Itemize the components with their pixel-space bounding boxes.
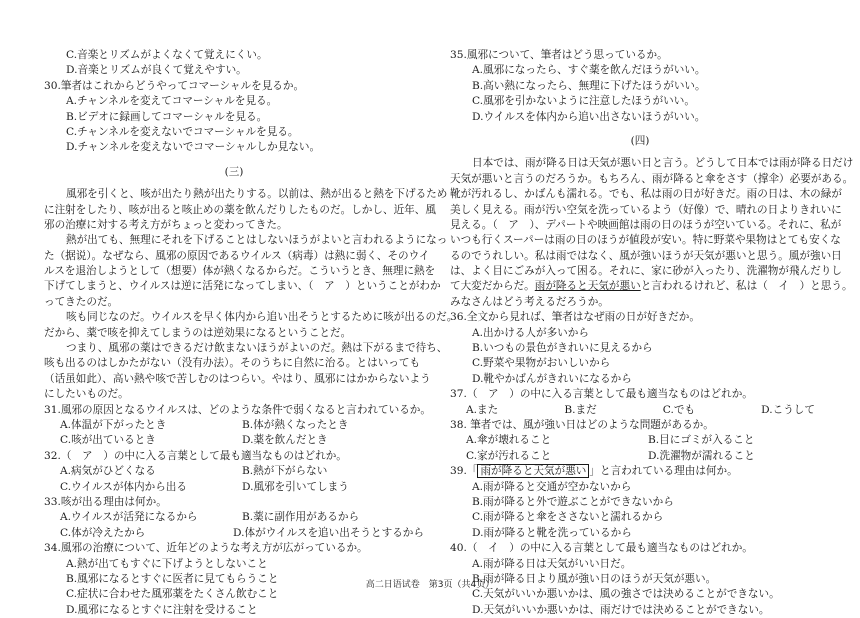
q37-option-d: D.こうして bbox=[761, 403, 815, 416]
q39-option-a: A.雨が降ると交通が空かないから bbox=[472, 480, 632, 493]
q29-option-c: C.音楽とリズムがよくなくて覚えにくい。 bbox=[66, 49, 268, 61]
q36-option-a: A.出かける人が多いから bbox=[472, 326, 589, 339]
q33-option-d: D.体がウイルスを追い出そうとするから bbox=[233, 526, 424, 539]
right-column bbox=[450, 48, 854, 618]
passage-line bbox=[450, 279, 853, 294]
q38-option-b: B.目にゴミが入ること bbox=[648, 434, 755, 447]
q30-option-a: A.チャンネルを変えてコマーシャルを見る。 bbox=[66, 95, 278, 108]
q29-option-d: D.音楽とリズムが良くて覚えやすい。 bbox=[66, 64, 247, 77]
page-footer: 高二日语试卷 第3页（共4页） bbox=[365, 580, 495, 590]
section-heading-4: (四) bbox=[630, 134, 650, 147]
q30-option-d: D.チャンネルを変えないでコマーシャルしか見ない。 bbox=[66, 141, 321, 154]
q39-suffix: 」と言われている理由は何か。 bbox=[589, 465, 738, 478]
passage-line: 咳も同じなのだ。ウイルスを早く体内から追い出そうとするために咳が出るのだ。 bbox=[66, 311, 458, 324]
q34-stem: 34.風邪の治療について、近年どのような考え方が広がっているか。 bbox=[44, 542, 368, 555]
q30-option-c: C.チャンネルを変えないでコマーシャルを見る。 bbox=[66, 125, 299, 138]
passage-line: 風邪を引くと、咳が出たり熱が出たりする。以前は、熱が出ると熱を下げるため bbox=[66, 188, 448, 201]
passage-line: いつも行くスーパーは雨の日のほうが値段が安い。特に野菜や果物はとても安くな bbox=[450, 234, 841, 247]
q32-options-row bbox=[44, 480, 424, 495]
passage-line: に注射をしたり、咳が出ると咳止めの薬を飲んだりしたものだ。しかし、近年、風 bbox=[44, 203, 436, 216]
q39-option-c: C.雨が降ると傘をささないと濡れるから bbox=[472, 511, 664, 524]
q35-option-b: B.高い熱になったら、無理に下げたほうがいい。 bbox=[472, 79, 706, 92]
passage-line: だから、薬で咳を抑えてしまうのは逆効果になるということだ。 bbox=[44, 326, 352, 339]
q31-option-b: B.体が熱くなったとき bbox=[242, 418, 349, 431]
q31-stem: 31.風邪の原因となるウイルスは、どのような条件で弱くなると言われているか。 bbox=[44, 403, 431, 416]
passage-line: 邪の治療に対する考え方がちょっと変わってきた。 bbox=[44, 218, 288, 231]
q35-option-c: C.風邪を引かないように注意したほうがいい。 bbox=[472, 95, 695, 108]
q39-option-b: B.雨が降ると外で遊ぶことができないから bbox=[472, 495, 674, 508]
q32-option-b: B.熱が下がらない bbox=[242, 465, 328, 478]
q32-option-a: A.病気がひどくなる bbox=[60, 465, 156, 478]
q33-options-row bbox=[44, 526, 424, 541]
passage-line: にしたいものだ。 bbox=[44, 388, 129, 401]
q38-options-row bbox=[450, 449, 830, 464]
passage-line: 日本では、雨が降る日は天気が悪い日と言う。どうして日本では雨が降る日だけ bbox=[472, 157, 854, 170]
passage-text: と言われるけれど、私は（ イ ）と思う。 bbox=[640, 280, 853, 293]
q33-option-a: A.ウイルスが活発になるから bbox=[60, 511, 198, 524]
passage-line: た（据说）。なぜなら、風邪の原因であるウイルス（病毒）は熱に弱く、そのウイ bbox=[44, 249, 430, 262]
q33-stem: 33.咳が出る理由は何か。 bbox=[44, 495, 167, 508]
passage-text: て大変だからだ。 bbox=[450, 280, 535, 293]
q37-option-b: B.まだ bbox=[564, 403, 597, 416]
q31-option-c: C.咳が出ているとき bbox=[60, 434, 156, 447]
q33-option-c: C.体が冷えたから bbox=[60, 526, 146, 539]
q37-option-a: A.また bbox=[466, 403, 499, 416]
passage-line: （话虽如此）、高い熱や咳で苦しむのはつらい。やはり、風邪にはかからないよう bbox=[44, 372, 431, 385]
q37-option-c: C.でも bbox=[662, 403, 696, 416]
passage-line: つまり、風邪の薬はできるだけ飲まないほうがよいのだ。熱は下がるまで待ち、 bbox=[66, 342, 448, 355]
q38-option-d: D.洗濯物が濡れること bbox=[648, 449, 755, 462]
q34-option-b: B.風邪になるとすぐに医者に見てもらうこと bbox=[66, 572, 279, 585]
passage-line: 見える。（ ア ）、デパートや映画館は雨の日のほうが空いている。それに、私が bbox=[450, 218, 842, 231]
q35-stem: 35.風邪について、筆者はどう思っているか。 bbox=[450, 49, 668, 61]
passage-line: 靴が汚れるし、かばんも濡れる。でも、私は雨の日が好きだ。雨の日は、木の緑が bbox=[450, 188, 842, 201]
passage-line: 天気が悪いと言うのだろうか。もちろん、雨が降ると傘をさす（撑伞）必要がある。 bbox=[450, 172, 854, 185]
q30-option-b: B.ビデオに録画してコマーシャルを見る。 bbox=[66, 110, 268, 123]
passage-line: 熱が出ても、無理にそれを下げることはしないほうがよいと言われるようになっ bbox=[66, 234, 448, 247]
section-heading-3: (三) bbox=[224, 165, 244, 178]
passage-line: 咳も出るのはしかたがない（没有办法）。そのうちに自然に治る。とはいっても bbox=[44, 357, 421, 370]
q39-boxed-phrase: 雨が降ると天気が悪い bbox=[477, 464, 589, 478]
q30-stem: 30.筆者はこれからどうやってコマーシャルを見るか。 bbox=[44, 79, 305, 92]
passage-line: 下げてしまうと、ウイルスは逆に活発になってしまい、（ ア ）ということがわか bbox=[44, 280, 441, 293]
q37-options-row bbox=[450, 403, 830, 418]
q36-option-c: C.野菜や果物がおいしいから bbox=[472, 357, 611, 370]
q31-option-a: A.体温が下がったとき bbox=[60, 418, 167, 431]
q39-stem bbox=[450, 464, 830, 479]
q38-stem: 38. 筆者では、風が強い日はどのような問題があるか。 bbox=[450, 418, 714, 431]
q35-option-a: A.風邪になったら、すぐ薬を飲んだほうがいい。 bbox=[472, 64, 706, 77]
underlined-phrase: 雨が降ると天気が悪い bbox=[534, 280, 641, 293]
passage-line: ルスを退治しようとして（想要）体が熱くなるからだ。こういうとき、無理に熱を bbox=[44, 265, 436, 278]
q33-options-row bbox=[44, 510, 424, 525]
q31-options-row bbox=[44, 433, 424, 448]
q36-stem: 36.全文から見れば、筆者はなぜ雨の日が好きだか。 bbox=[450, 311, 700, 324]
q39-prefix: 39.「 bbox=[450, 465, 478, 478]
q40-option-a: A.雨が降る日は天気がいい日だ。 bbox=[472, 557, 632, 570]
q34-option-c: C.症状に合わせた風邪薬をたくさん飲むこと bbox=[66, 588, 279, 601]
q31-options-row bbox=[44, 418, 424, 433]
passage-line: ってきたのだ。 bbox=[44, 295, 119, 308]
q32-stem: 32.（ ア ）の中に入る言葉として最も適当なものはどれか。 bbox=[44, 449, 347, 462]
q36-option-b: B.いつもの景色がきれいに見えるから bbox=[472, 342, 653, 355]
q32-option-c: C.ウイルスが体内から出る bbox=[60, 480, 187, 493]
q40-option-c: C.天気がいいか悪いかは、風の強さでは決めることができない。 bbox=[472, 588, 780, 601]
q33-option-b: B.薬に副作用があるから bbox=[242, 511, 360, 524]
q38-option-c: C.家が汚れること bbox=[466, 449, 552, 462]
q38-options-row bbox=[450, 433, 830, 448]
passage-line: みなさんはどう考えるだろうか。 bbox=[450, 295, 609, 308]
q38-option-a: A.傘が壊れること bbox=[466, 434, 552, 447]
reading-passage-4 bbox=[450, 156, 854, 310]
q37-stem: 37.（ ア ）の中に入る言葉として最も適当なものはどれか。 bbox=[450, 388, 753, 401]
q34-option-a: A.熱が出てもすぐに下げようとしないこと bbox=[66, 557, 268, 570]
passage-line: は、よく目にごみが入って困る。それに、家に砂が入ったり、洗濯物が飛んだりし bbox=[450, 265, 842, 278]
passage-line: るのでうれしい。私は雨ではなく、風が強いほうが天気が悪いと思う。風が強い日 bbox=[450, 249, 842, 262]
q34-option-d: D.風邪になるとすぐに注射を受けること bbox=[66, 603, 258, 616]
passage-line: 美しく見える。雨が汚い空気を洗っているよう（好像）で、晴れの日よりきれいに bbox=[450, 203, 842, 216]
q36-option-d: D.靴やかばんがきれいになるから bbox=[472, 372, 632, 385]
q31-option-d: D.薬を飲んだとき bbox=[242, 434, 328, 447]
q40-stem: 40.（ イ ）の中に入る言葉として最も適当なものはどれか。 bbox=[450, 542, 753, 555]
q35-option-d: D.ウイルスを体内から追い出さないほうがいい。 bbox=[472, 110, 706, 123]
q39-option-d: D.雨が降ると靴を洗っているから bbox=[472, 526, 632, 539]
q32-options-row bbox=[44, 464, 424, 479]
q32-option-d: D.風邪を引いてしまう bbox=[242, 480, 349, 493]
reading-passage-3 bbox=[44, 187, 458, 402]
q40-option-b: B.雨が降る日より風が強い日のほうが天気が悪い。 bbox=[472, 572, 717, 585]
q40-option-d: D.天気がいいか悪いかは、雨だけでは決めることができない。 bbox=[472, 603, 770, 616]
